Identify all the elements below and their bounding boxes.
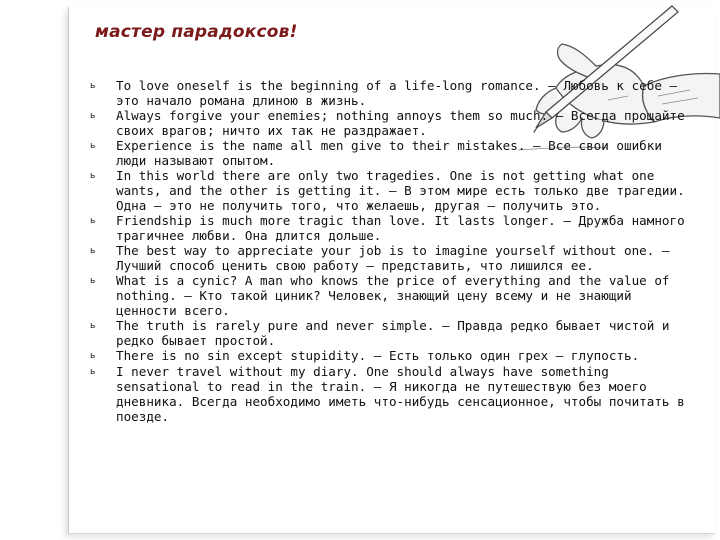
quote-text: Experience is the name all men give to their mistakes. – Все свои ошибки люди называют опытом. xyxy=(116,138,662,168)
bullet-icon: ь xyxy=(90,141,96,151)
quote-text: Always forgive your enemies; nothing annoys them so much. – Всегда прощайте своих врагов; ничто их так не раздражает. xyxy=(116,108,685,138)
bullet-icon: ь xyxy=(90,367,96,377)
bullet-icon: ь xyxy=(90,171,96,181)
list-item xyxy=(90,348,690,364)
bullet-icon: ь xyxy=(90,321,96,331)
bullet-icon: ь xyxy=(90,216,96,226)
quote-text: The best way to appreciate your job is to imagine yourself without one. – Лучший способ ценить свою работу – представить, что лишился ее. xyxy=(116,243,670,273)
list-item xyxy=(90,318,690,348)
quote-text: There is no sin except stupidity. – Есть только один грех – глупость. xyxy=(116,348,640,363)
bullet-icon: ь xyxy=(90,246,96,256)
quote-text: The truth is rarely pure and never simple. – Правда редко бывает чистой и редко бывает простой. xyxy=(116,318,670,348)
bullet-icon: ь xyxy=(90,276,96,286)
bullet-icon: ь xyxy=(90,351,96,361)
list-item xyxy=(90,138,690,168)
quote-text: I never travel without my diary. One should always have something sensational to read in the train. – Я никогда не путешествую без моего дневника. Всегда необходимо иметь что-нибудь сенсационное, чтобы почитать в поезде. xyxy=(116,364,685,424)
list-item xyxy=(90,213,690,243)
list-item xyxy=(90,243,690,273)
list-item xyxy=(90,273,690,318)
quote-text: Friendship is much more tragic than love. It lasts longer. – Дружба намного трагичнее любви. Она длится дольше. xyxy=(116,213,685,243)
bullet-icon: ь xyxy=(90,111,96,121)
slide-title: мастер парадоксов! xyxy=(95,22,298,42)
quote-text: In this world there are only two tragedies. One is not getting what one wants, and the other is getting it. – В этом мире есть только две трагедии. Одна – это не получить того, что желаешь, другая – получить это. xyxy=(116,168,685,213)
bullet-icon: ь xyxy=(90,81,96,91)
list-item xyxy=(90,364,690,424)
list-item xyxy=(90,168,690,213)
quote-list xyxy=(90,78,690,424)
list-item xyxy=(90,78,690,108)
quote-text: To love oneself is the beginning of a life-long romance. – Любовь к себе – это начало романа длиною в жизнь. xyxy=(116,78,678,108)
list-item xyxy=(90,108,690,138)
quote-text: What is a cynic? A man who knows the price of everything and the value of nothing. – Кто такой циник? Человек, знающий цену всему и не знающий ценности всего. xyxy=(116,273,670,318)
